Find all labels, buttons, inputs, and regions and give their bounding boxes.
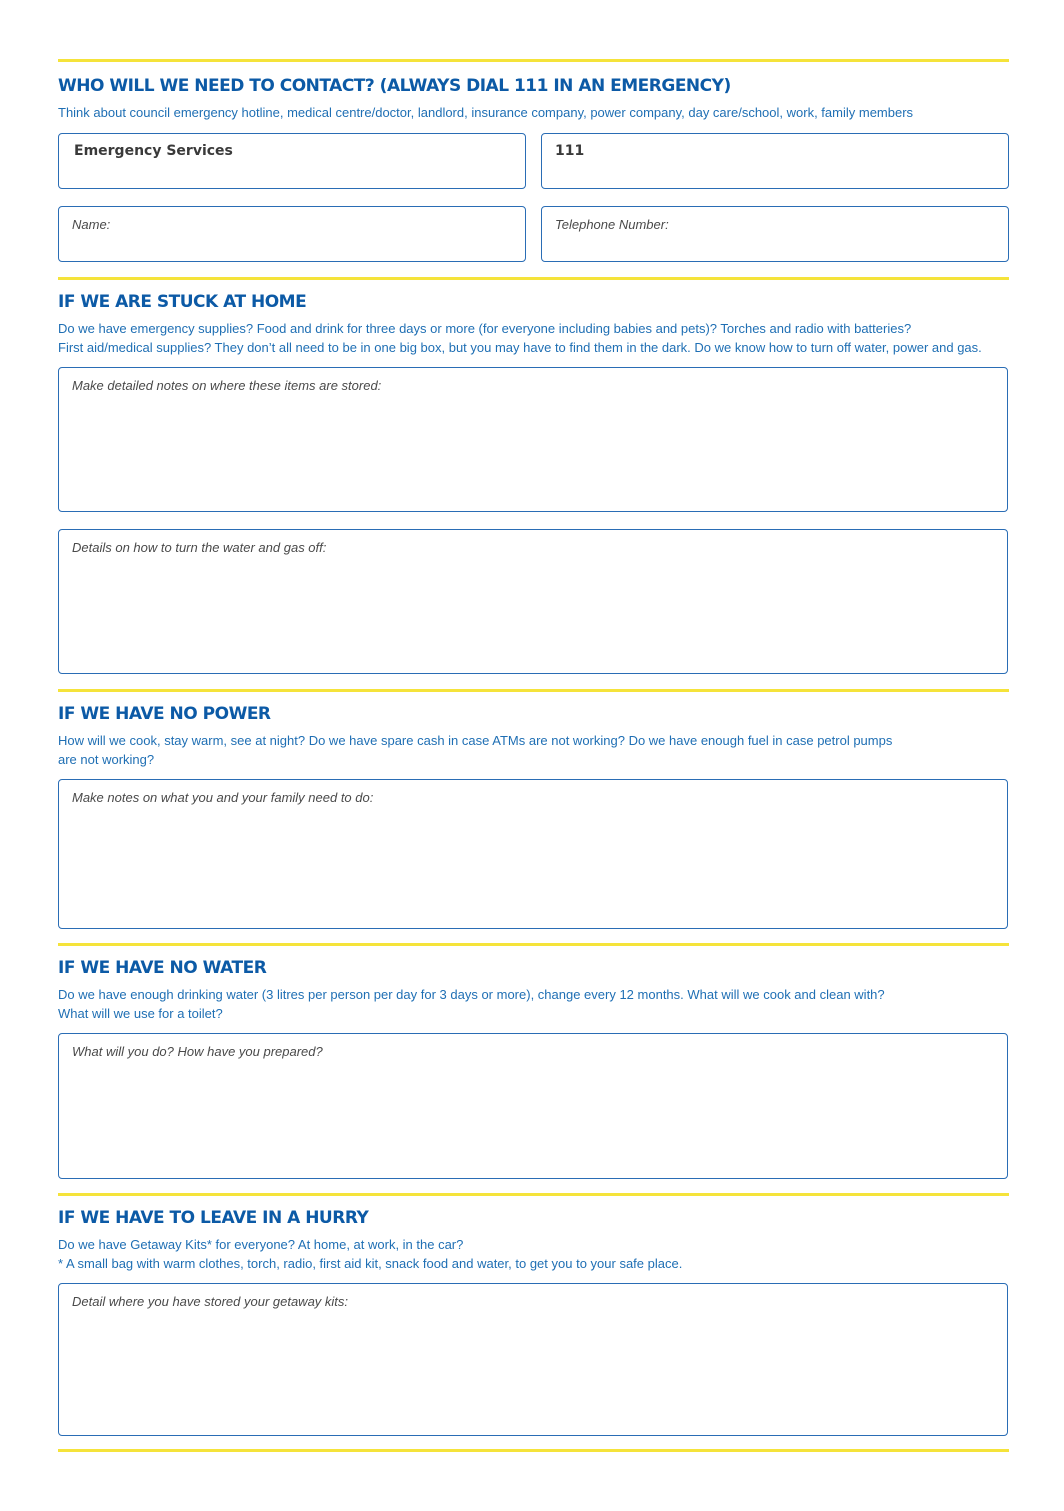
section-divider — [58, 1449, 1009, 1452]
section-divider — [58, 943, 1009, 946]
no-water-description-line: What will we use for a toilet? — [58, 1006, 223, 1021]
leave-in-hurry-description-line: * A small bag with warm clothes, torch, radio, first aid kit, snack food and water, to get you to your safe place. — [58, 1256, 683, 1271]
contacts-heading: WHO WILL WE NEED TO CONTACT? (ALWAYS DIAL 111 IN AN EMERGENCY) — [58, 76, 731, 96]
no-power-description-line: are not working? — [58, 752, 155, 767]
leave-in-hurry-description — [58, 1235, 682, 1273]
contact-name-field[interactable] — [58, 206, 526, 262]
section-divider — [58, 1193, 1009, 1196]
no-water-notes-label: What will you do? How have you prepared? — [72, 1044, 323, 1059]
stuck-at-home-description-line: First aid/medical supplies? They don’t all need to be in one big box, but you may have to find them in the dark. Do we know how to turn off water, power and gas. — [58, 340, 982, 355]
no-power-notes-label: Make notes on what you and your family need to do: — [72, 790, 374, 805]
section-divider — [58, 689, 1009, 692]
supplies-notes-label: Make detailed notes on where these items are stored: — [72, 378, 382, 393]
no-water-description-line: Do we have enough drinking water (3 litres per person per day for 3 days or more), change every 12 months. What will we cook and clean with? — [58, 987, 885, 1002]
emergency-number-field[interactable] — [541, 133, 1009, 189]
section-divider — [58, 59, 1009, 62]
emergency-name-value: Emergency Services — [74, 143, 233, 159]
stuck-at-home-description — [58, 319, 982, 357]
shutoff-details-label: Details on how to turn the water and gas off: — [72, 540, 327, 555]
emergency-number-value: 111 — [555, 143, 585, 159]
no-power-heading: IF WE HAVE NO POWER — [58, 704, 271, 724]
emergency-name-field[interactable] — [58, 133, 526, 189]
leave-in-hurry-heading: IF WE HAVE TO LEAVE IN A HURRY — [58, 1208, 369, 1228]
no-water-notes-field[interactable] — [58, 1033, 1008, 1179]
contact-phone-label: Telephone Number: — [555, 217, 669, 232]
leave-in-hurry-description-line: Do we have Getaway Kits* for everyone? At home, at work, in the car? — [58, 1237, 464, 1252]
no-water-description — [58, 985, 885, 1023]
getaway-kits-notes-field[interactable] — [58, 1283, 1008, 1436]
stuck-at-home-heading: IF WE ARE STUCK AT HOME — [58, 292, 307, 312]
contacts-description-text: Think about council emergency hotline, medical centre/doctor, landlord, insurance company, power company, day care/school, work, family members — [58, 105, 914, 120]
no-power-description-line: How will we cook, stay warm, see at night? Do we have spare cash in case ATMs are not working? Do we have enough fuel in case petrol pumps — [58, 733, 893, 748]
contact-phone-field[interactable] — [541, 206, 1009, 262]
supplies-notes-field[interactable] — [58, 367, 1008, 512]
getaway-kits-notes-label: Detail where you have stored your getaway kits: — [72, 1294, 349, 1309]
no-water-heading: IF WE HAVE NO WATER — [58, 958, 267, 978]
no-power-description — [58, 731, 892, 769]
contacts-description — [58, 103, 913, 122]
stuck-at-home-description-line: Do we have emergency supplies? Food and drink for three days or more (for everyone including babies and pets)? Torches and radio with batteries? — [58, 321, 912, 336]
section-divider — [58, 277, 1009, 280]
contact-name-label: Name: — [72, 217, 111, 232]
shutoff-details-field[interactable] — [58, 529, 1008, 674]
no-power-notes-field[interactable] — [58, 779, 1008, 929]
